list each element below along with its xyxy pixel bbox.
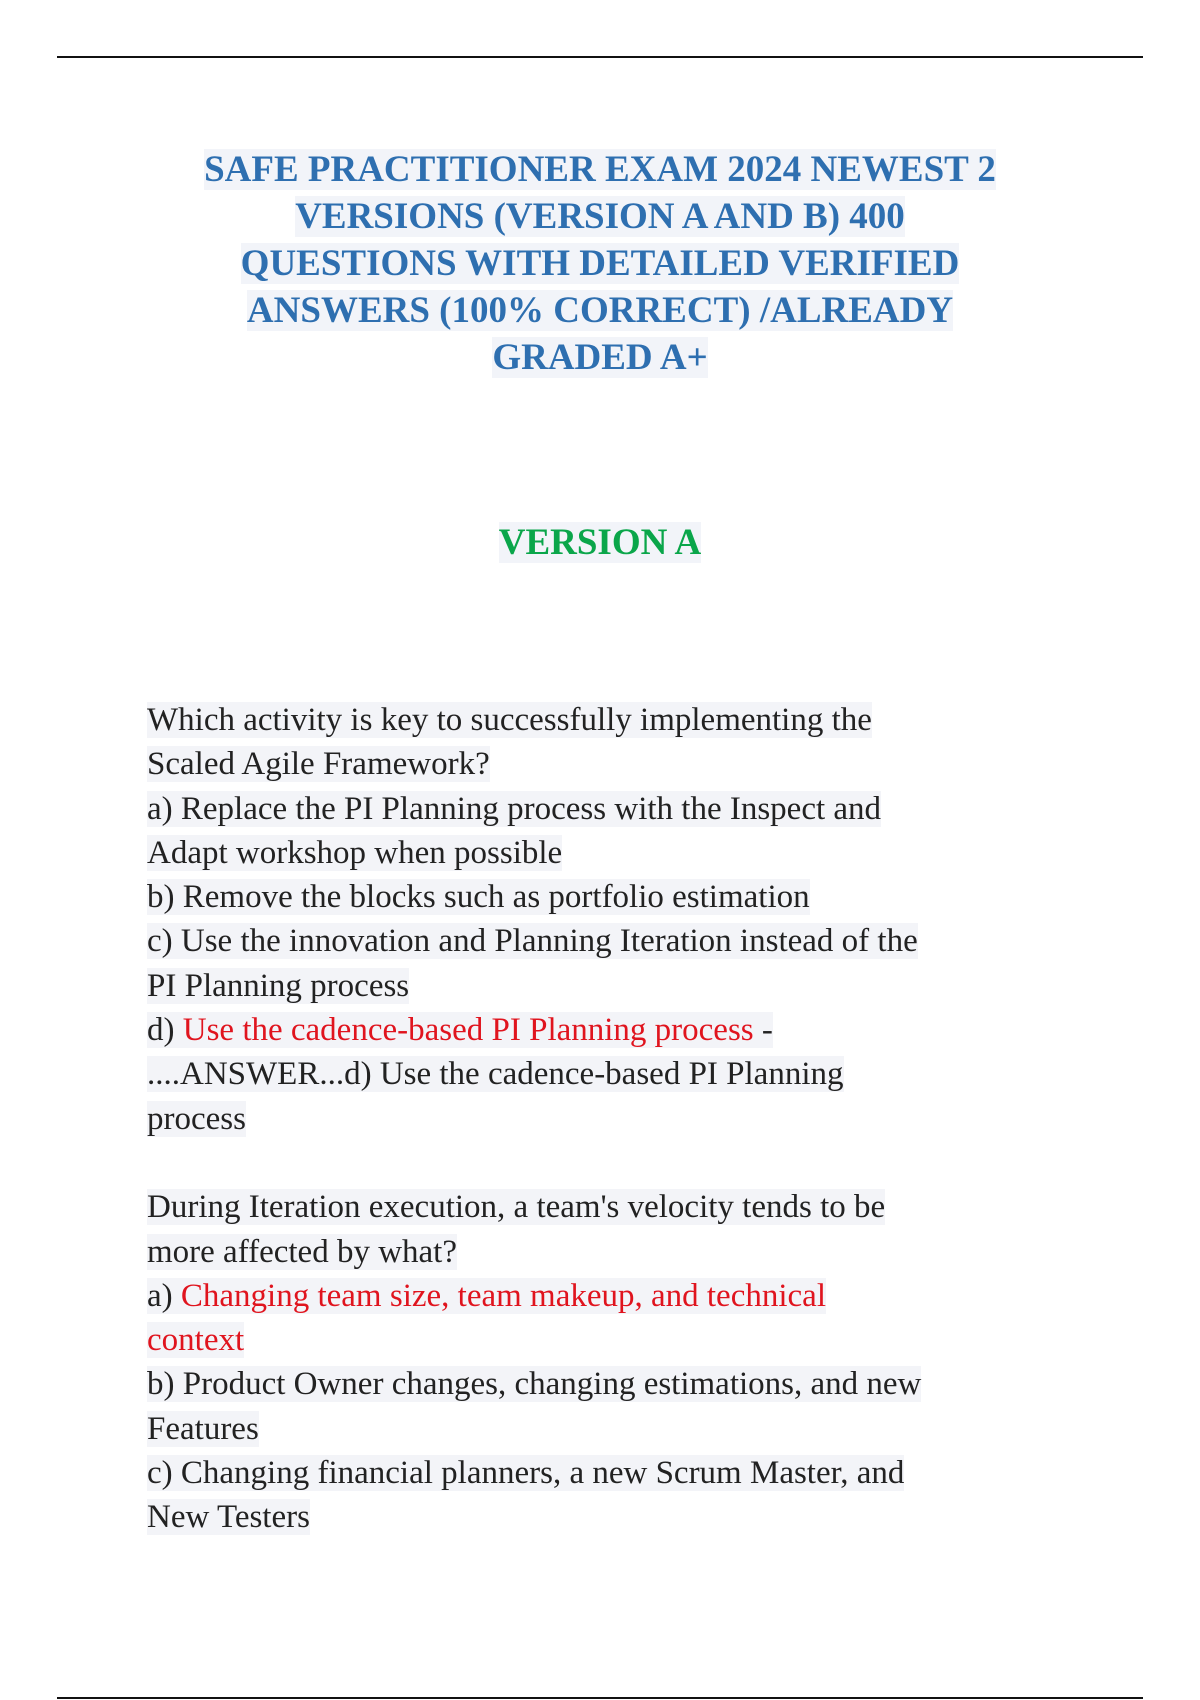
text-line [147,919,1107,963]
correct-answer-text: context [147,1322,245,1359]
correct-answer-text: Changing team size, team makeup, and technical [180,1277,826,1314]
text-line [147,1451,1107,1495]
text-line [147,1185,1107,1229]
version-label: VERSION A [498,522,702,563]
body-text: Which activity is key to successfully implementing the [147,702,872,738]
body-text: Features [147,1410,259,1447]
correct-answer-text: Use the cadence-based PI Planning process [182,1012,754,1049]
body-text: b) Product Owner changes, changing estimations, and new [147,1366,922,1403]
text-line [147,1318,1107,1362]
top-rule [57,56,1143,58]
body-text: Adapt workshop when possible [147,834,563,871]
body-text: PI Planning process [147,967,410,1004]
text-line [147,1407,1107,1451]
text-line [147,964,1107,1008]
body-text: ....ANSWER...d) Use the cadence-based PI Planning [147,1056,844,1093]
text-line [147,875,1107,919]
questions-body [147,698,1107,1540]
text-line [147,1097,1107,1141]
body-text: - [753,1012,773,1049]
body-text: process [147,1100,246,1137]
text-line [147,831,1107,875]
body-text: more affected by what? [147,1233,457,1270]
body-text: Scaled Agile Framework? [147,746,490,783]
body-text: c) Use the innovation and Planning Iteration instead of the [147,923,918,960]
text-line [147,1362,1107,1406]
body-text: New Testers [147,1499,310,1536]
body-text: During Iteration execution, a team's velocity tends to be [147,1189,886,1226]
blank-line [147,1141,1107,1185]
body-text: a) [147,1277,181,1314]
text-line [147,742,1107,786]
title-line: SAFE PRACTITIONER EXAM 2024 NEWEST 2 [204,149,996,190]
body-text: d) [147,1012,183,1049]
text-line [147,1052,1107,1096]
version-heading [0,519,1200,566]
text-line [147,1495,1107,1539]
title-line: ANSWERS (100% CORRECT) /ALREADY [246,290,954,331]
text-line [147,698,1107,742]
text-line [147,1274,1107,1318]
body-text: c) Changing financial planners, a new Scrum Master, and [147,1455,905,1492]
text-line [147,1230,1107,1274]
body-text: a) Replace the PI Planning process with the Inspect and [147,790,882,827]
bottom-rule [57,1697,1143,1699]
title-line: QUESTIONS WITH DETAILED VERIFIED [240,243,960,284]
body-text: b) Remove the blocks such as portfolio estimation [147,879,810,916]
document-title [0,146,1200,381]
text-line [147,1008,1107,1052]
title-line: GRADED A+ [492,337,708,378]
title-line: VERSIONS (VERSION A AND B) 400 [295,196,905,237]
text-line [147,787,1107,831]
